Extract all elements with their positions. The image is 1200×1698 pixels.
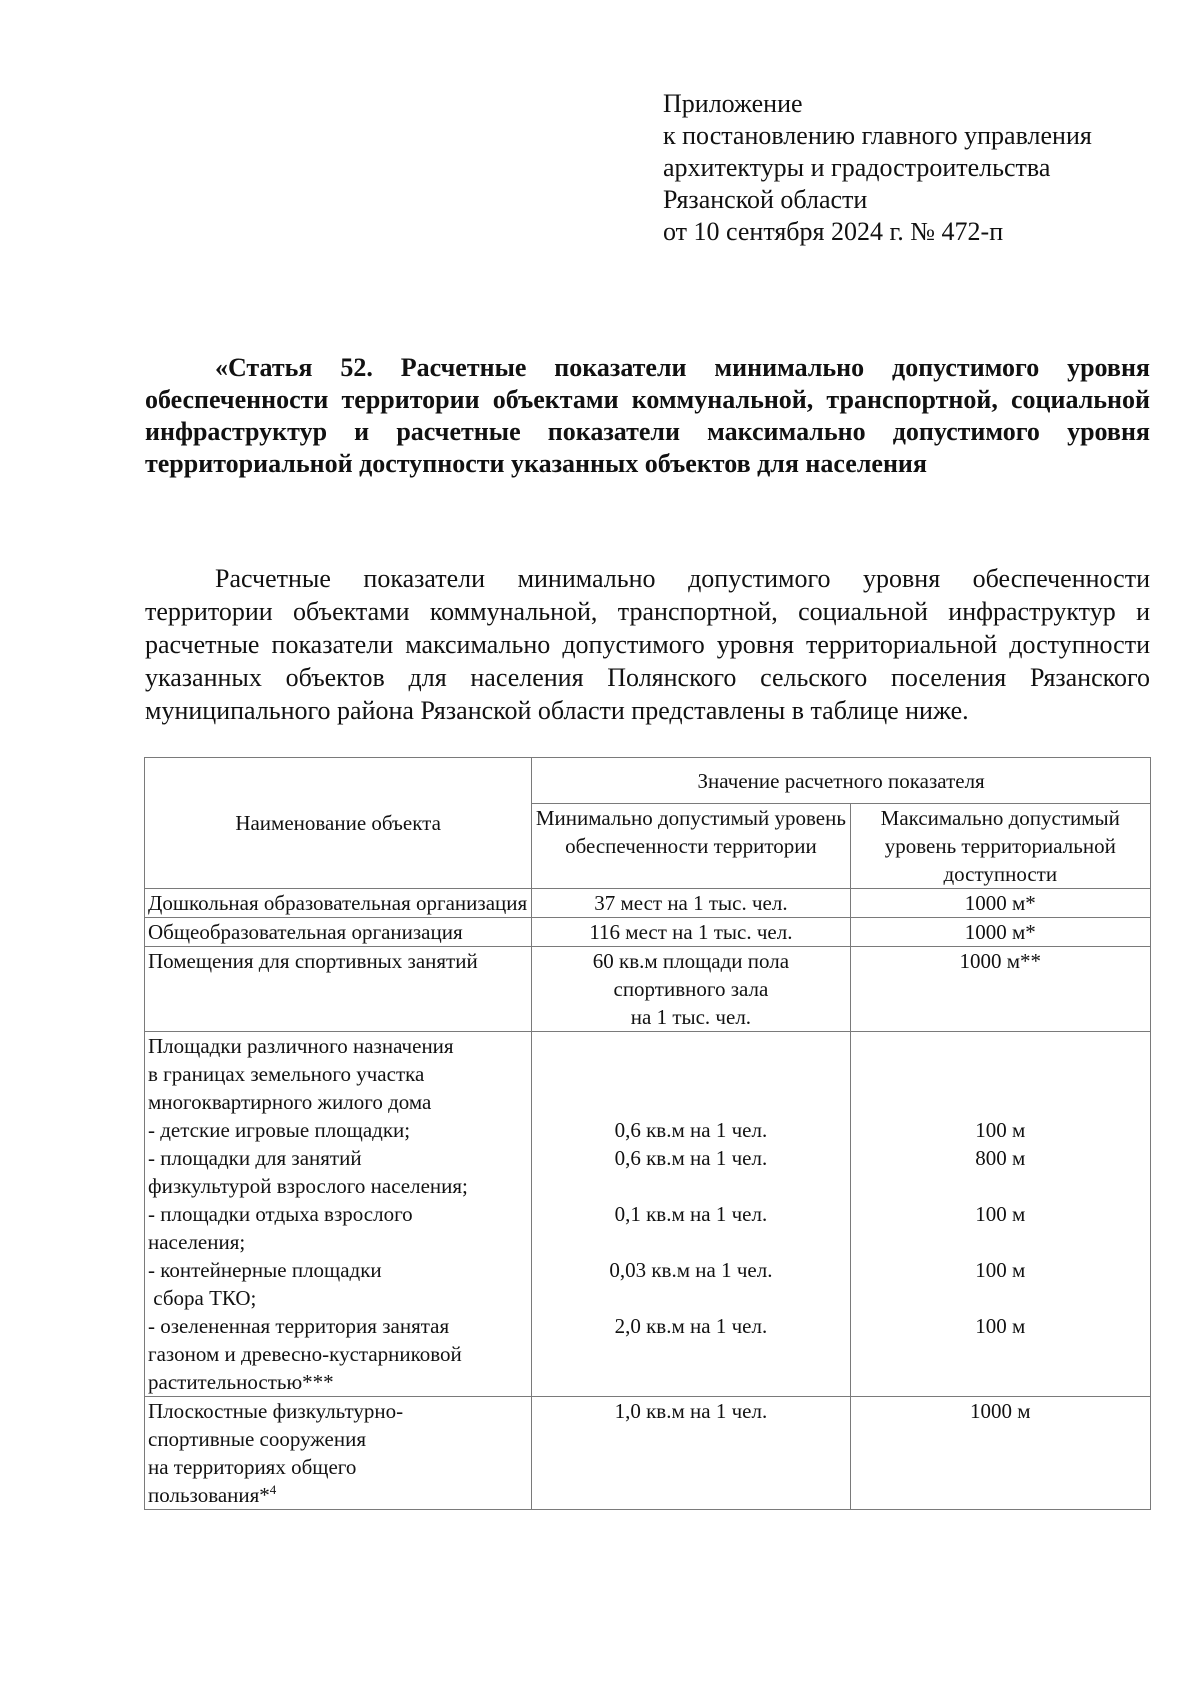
row-object-name: Общеобразовательная организация (145, 918, 532, 947)
header-value-group: Значение расчетного показателя (532, 758, 1151, 804)
row-min-value: 1,0 кв.м на 1 чел. (532, 1397, 850, 1510)
table-header-row (145, 758, 1151, 804)
max-value-line: 100 м (975, 1118, 1026, 1142)
appendix-header (663, 88, 1092, 248)
min-value-line: на 1 тыс. чел. (630, 1005, 752, 1029)
appendix-line: к постановлению главного управления (663, 121, 1092, 150)
name-line: - озелененная территория занятая (148, 1314, 450, 1338)
header-min-level: Минимально допустимый уровень обеспеченности территории (532, 804, 850, 889)
name-line: Площадки различного назначения (148, 1034, 454, 1058)
row-min-value: 37 мест на 1 тыс. чел. (532, 889, 850, 918)
max-value-line: 100 м (975, 1314, 1026, 1338)
name-line: многоквартирного жилого дома (148, 1090, 432, 1114)
name-line: населения; (148, 1230, 246, 1254)
footnote-superscript: 4 (269, 1482, 277, 1497)
spacer (535, 1032, 846, 1116)
row-object-name: Дошкольная образовательная организация (145, 889, 532, 918)
min-value-line: 2,0 кв.м на 1 чел. (614, 1314, 768, 1338)
min-value-line: 0,03 кв.м на 1 чел. (609, 1258, 773, 1282)
appendix-line: Рязанской области (663, 185, 868, 214)
header-object-name: Наименование объекта (145, 758, 532, 889)
row-object-name (145, 1032, 532, 1397)
name-line: сбора ТКО; (148, 1286, 257, 1310)
table-row (145, 947, 1151, 1032)
min-value-line: спортивного зала (613, 977, 769, 1001)
row-max-value (850, 1032, 1150, 1397)
name-line: - площадки для занятий (148, 1146, 362, 1170)
row-max-value: 1000 м** (850, 947, 1150, 1032)
min-value-line: 0,6 кв.м на 1 чел. (614, 1146, 768, 1170)
row-min-value: 116 мест на 1 тыс. чел. (532, 918, 850, 947)
min-value-line: 0,6 кв.м на 1 чел. (614, 1118, 768, 1142)
row-min-value (532, 1032, 850, 1397)
name-line: физкультурой взрослого населения; (148, 1174, 468, 1198)
max-value-line: 100 м (975, 1258, 1026, 1282)
spacer (854, 1284, 1147, 1312)
indicators-table (144, 757, 1151, 1510)
appendix-date-number: от 10 сентября 2024 г. № 472-п (663, 217, 1004, 246)
name-line: спортивные сооружения (148, 1427, 366, 1451)
name-line: - контейнерные площадки (148, 1258, 382, 1282)
row-object-name: Помещения для спортивных занятий (145, 947, 532, 1032)
appendix-line: Приложение (663, 89, 803, 118)
row-object-name (145, 1397, 532, 1510)
name-line: газоном и древесно-кустарниковой (148, 1342, 462, 1366)
spacer (535, 1228, 846, 1256)
name-line: - площадки отдыха взрослого (148, 1202, 413, 1226)
max-value-line: 800 м (975, 1146, 1026, 1170)
row-min-value (532, 947, 850, 1032)
name-line: в границах земельного участка (148, 1062, 425, 1086)
spacer (854, 1032, 1147, 1116)
article-title: «Статья 52. Расчетные показатели минимально допустимого уровня обеспеченности территории объектами коммунальной, транспортной, социальной инфраструктур и расчетные показатели максимально допустимого уровня территориальной доступности указанных объектов для населения (145, 353, 1150, 478)
row-max-value: 1000 м (850, 1397, 1150, 1510)
name-line: Плоскостные физкультурно- (148, 1399, 404, 1423)
spacer (854, 1172, 1147, 1200)
name-line: - детские игровые площадки; (148, 1118, 411, 1142)
appendix-line: архитектуры и градостроительства (663, 153, 1051, 182)
row-max-value: 1000 м* (850, 918, 1150, 947)
spacer (535, 1172, 846, 1200)
table-row (145, 918, 1151, 947)
table-row-playgrounds (145, 1032, 1151, 1397)
name-text: пользования* (148, 1483, 270, 1507)
name-line: растительностью*** (148, 1370, 334, 1394)
min-value-line: 60 кв.м площади пола (592, 949, 790, 973)
max-value-line: 100 м (975, 1202, 1026, 1226)
intro-paragraph: Расчетные показатели минимально допустимого уровня обеспеченности территории объектами коммунальной, транспортной, социальной инфраструктур и расчетные показатели максимально допустимого уровня территориальной доступности указанных объектов для населения Полянского сельского поселения Рязанского муниципального района Рязанской области представлены в таблице ниже. (145, 564, 1150, 725)
name-line (148, 1481, 528, 1509)
header-max-access: Максимально допустимый уровень территориальной доступности (850, 804, 1150, 889)
row-max-value: 1000 м* (850, 889, 1150, 918)
spacer (535, 1284, 846, 1312)
table-row (145, 889, 1151, 918)
spacer (854, 1228, 1147, 1256)
table-row (145, 1397, 1151, 1510)
min-value-line: 0,1 кв.м на 1 чел. (614, 1202, 768, 1226)
name-line: на территориях общего (148, 1455, 357, 1479)
